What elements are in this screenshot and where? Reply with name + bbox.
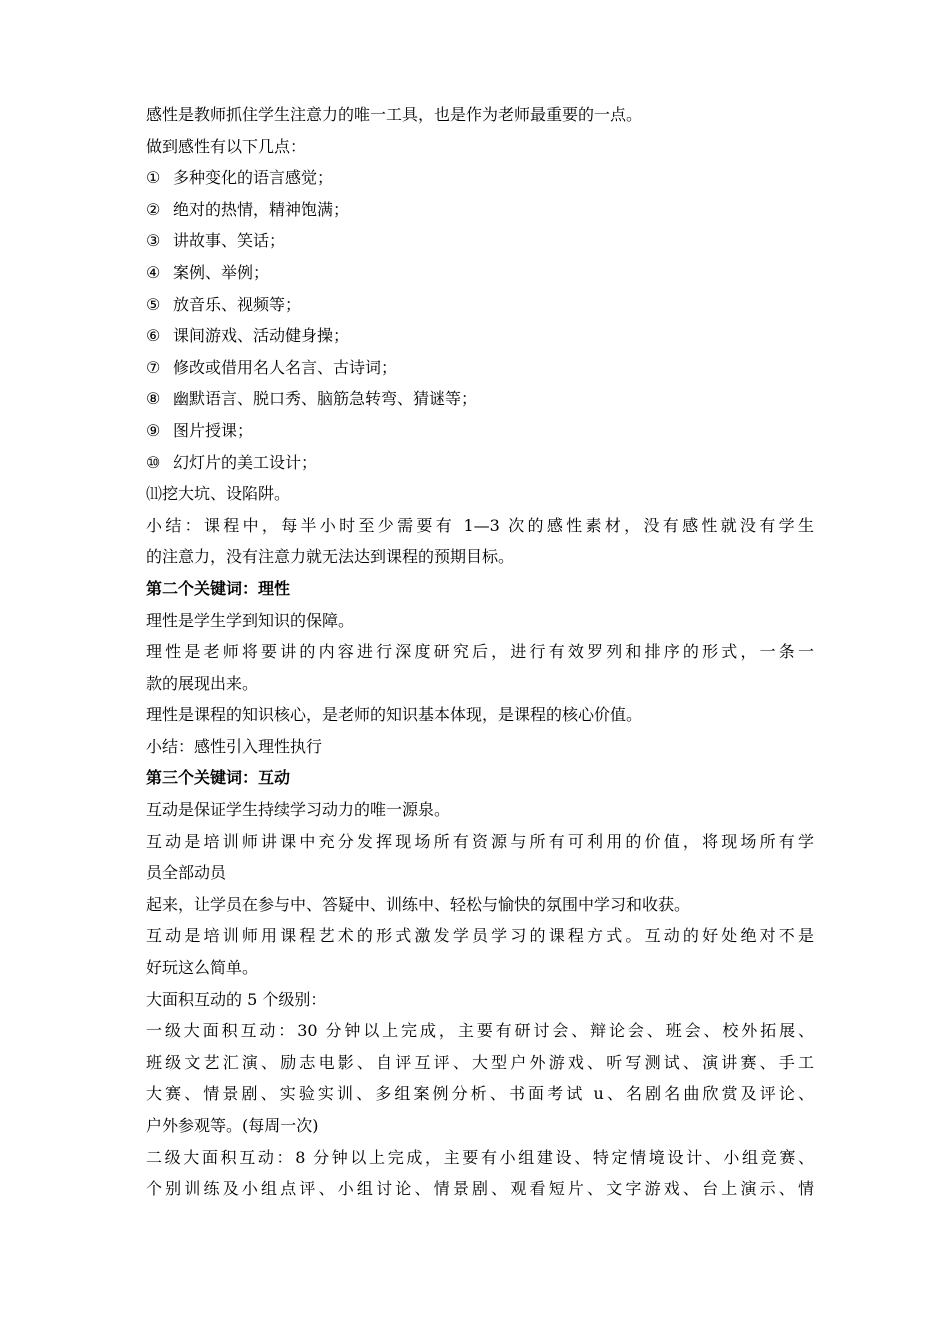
paragraph-line: 个别训练及小组点评、小组讨论、情景剧、观看短片、文字游戏、台上演示、情 — [146, 1179, 814, 1199]
paragraph-line: 起来，让学员在参与中、答疑中、训练中、轻松与愉快的氛围中学习和收获。 — [146, 894, 691, 914]
list-item-text: 修改或借用名人名言、古诗词； — [173, 357, 398, 377]
list-item-text: 放音乐、视频等； — [173, 294, 302, 314]
list-item-text: 课间游戏、活动健身操； — [173, 326, 350, 346]
section-heading: 第三个关键词：互动 — [146, 768, 291, 788]
paragraph-line: 理性是学生学到知识的保障。 — [146, 610, 355, 630]
list-item-text: 多种变化的语言感觉； — [173, 168, 334, 188]
list-item-text: 绝对的热情，精神饱满； — [173, 199, 350, 219]
list-number: ③ — [146, 231, 161, 251]
paragraph-line: 款的展现出来。 — [146, 673, 259, 693]
list-number: ⑥ — [146, 326, 161, 346]
document-page — [146, 99, 814, 1205]
paragraph-line: 互动是培训师用课程艺术的形式激发学员学习的课程方式。互动的好处绝对不是 — [146, 926, 814, 946]
list-item-text: 幻灯片的美工设计； — [173, 452, 318, 472]
list-number: ⑩ — [146, 452, 161, 472]
list-item-text: 讲故事、笑话； — [173, 231, 286, 251]
list-item — [146, 320, 814, 352]
paragraph-line: 互动是保证学生持续学习动力的唯一源泉。 — [146, 800, 451, 820]
list-item-text: 幽默语言、脱口秀、脑筋急转弯、猜谜等； — [173, 389, 478, 409]
list-item-text: 图片授课； — [173, 420, 254, 440]
paragraph-line: 户外参观等。(每周一次) — [146, 1116, 319, 1135]
paragraph-line: 一级大面积互动：30 分钟以上完成，主要有研讨会、辩论会、班会、校外拓展、 — [146, 1021, 814, 1041]
paragraph-line: 小结：感性引入理性执行 — [146, 736, 323, 756]
paragraph-line: 的注意力，没有注意力就无法达到课程的预期目标。 — [146, 547, 515, 567]
list-number: ⑦ — [146, 357, 161, 377]
paragraph-line: 二级大面积互动：8 分钟以上完成，主要有小组建设、特定情境设计、小组竞赛、 — [146, 1147, 814, 1167]
paragraph-line: 员全部动员 — [146, 863, 227, 883]
list-item — [146, 352, 814, 384]
paragraph-line: 理性是课程的知识核心，是老师的知识基本体现，是课程的核心价值。 — [146, 705, 643, 725]
list-item — [146, 415, 814, 447]
paragraph-line: 理性是老师将要讲的内容进行深度研究后，进行有效罗列和排序的形式，一条一 — [146, 642, 814, 662]
list-number: ① — [146, 168, 161, 188]
paragraph-line: 好玩这么简单。 — [146, 958, 259, 978]
list-item — [146, 289, 814, 321]
list-item — [146, 447, 814, 479]
list-item-text: 案例、举例； — [173, 262, 270, 282]
paragraph-line: 小结：课程中，每半小时至少需要有 1—3 次的感性素材，没有感性就没有学生 — [146, 515, 814, 535]
list-number: ⑤ — [146, 294, 161, 314]
list-number: ② — [146, 199, 161, 219]
paragraph-line: 做到感性有以下几点： — [146, 136, 307, 156]
paragraph-line: 大赛、情景剧、实验实训、多组案例分析、书面考试 u、名剧名曲欣赏及评论、 — [146, 1084, 814, 1104]
paragraph-line: ⑾挖大坑、设陷阱。 — [146, 484, 291, 504]
list-number: ④ — [146, 262, 161, 282]
list-item — [146, 257, 814, 289]
list-number: ⑨ — [146, 420, 161, 440]
paragraph-line: 互动是培训师讲课中充分发挥现场所有资源与所有可利用的价值，将现场所有学 — [146, 831, 814, 851]
list-item — [146, 383, 814, 415]
list-item — [146, 194, 814, 226]
paragraph-line: 大面积互动的 5 个级别： — [146, 989, 327, 1009]
paragraph-line: 班级文艺汇演、励志电影、自评互评、大型户外游戏、听写测试、演讲赛、手工 — [146, 1052, 814, 1072]
section-heading: 第二个关键词：理性 — [146, 578, 291, 598]
list-number: ⑧ — [146, 389, 161, 409]
list-item — [146, 162, 814, 194]
list-item — [146, 225, 814, 257]
paragraph-line: 感性是教师抓住学生注意力的唯一工具，也是作为老师最重要的一点。 — [146, 105, 643, 124]
